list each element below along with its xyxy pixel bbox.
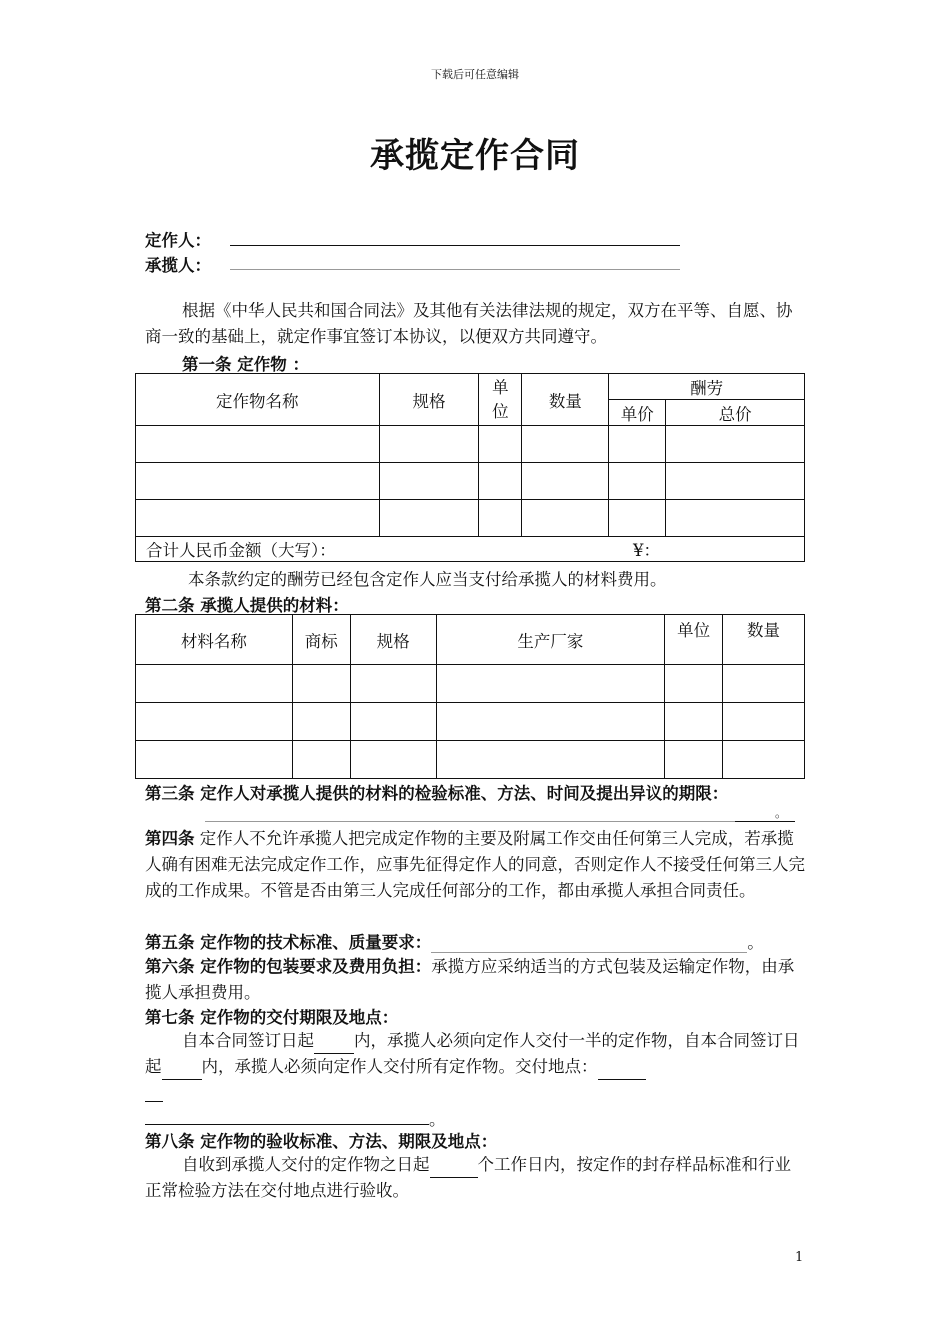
article1-heading: 第一条 定作物 ： — [182, 355, 309, 374]
table-cell[interactable] — [522, 500, 609, 537]
col-header-qty: 数量 — [723, 615, 805, 665]
contractor-label: 承揽人： — [145, 256, 211, 275]
table-cell[interactable] — [292, 665, 350, 703]
page-number: 1 — [795, 1250, 804, 1265]
table-cell[interactable] — [436, 741, 665, 779]
article1-table — [135, 373, 805, 562]
table-cell[interactable] — [350, 665, 436, 703]
col-header-unit: 单位 — [665, 615, 723, 665]
inspection-days-blank[interactable] — [430, 1159, 478, 1178]
header-note: 下载后可任意编辑 — [431, 68, 519, 81]
article6-heading: 第六条 定作物的包装要求及费用负担： — [145, 957, 432, 976]
first-delivery-period-blank[interactable] — [314, 1035, 354, 1054]
table-cell[interactable] — [609, 426, 666, 463]
page-title: 承揽定作合同 — [370, 136, 580, 176]
table-row — [136, 703, 805, 741]
article7-paragraph — [145, 1028, 805, 1080]
table-cell[interactable] — [436, 703, 665, 741]
table-cell[interactable] — [723, 665, 805, 703]
article6-text: 承揽方应采纳适当的方式包装及运输定作物，由承揽人承担费用。 — [145, 957, 795, 1002]
table-cell[interactable] — [136, 703, 293, 741]
article7-end: 。 — [429, 1110, 446, 1129]
col-header-unit-price: 单价 — [609, 400, 666, 426]
article8-paragraph — [145, 1152, 805, 1204]
table-cell[interactable] — [522, 426, 609, 463]
orderer-blank[interactable] — [230, 245, 680, 246]
article4-paragraph — [145, 826, 805, 904]
table-cell[interactable] — [666, 426, 805, 463]
table-cell[interactable] — [136, 463, 380, 500]
delivery-location-blank-2[interactable] — [145, 1124, 429, 1125]
table-cell[interactable] — [665, 703, 723, 741]
article3-heading: 第三条 定作人对承揽人提供的材料的检验标准、方法、时间及提出异议的期限： — [145, 784, 729, 803]
article7-heading: 第七条 定作物的交付期限及地点： — [145, 1008, 399, 1027]
article5-blank[interactable] — [431, 934, 747, 953]
delivery-location-blank[interactable] — [598, 1061, 646, 1080]
table-cell[interactable] — [436, 665, 665, 703]
col-header-name: 定作物名称 — [136, 374, 380, 426]
table-cell[interactable] — [379, 426, 479, 463]
final-delivery-period-blank[interactable] — [162, 1061, 202, 1080]
col-header-maker: 生产厂家 — [436, 615, 665, 665]
table-cell[interactable] — [723, 703, 805, 741]
table-cell[interactable] — [379, 500, 479, 537]
article3-end: 。 — [775, 806, 788, 820]
table-cell[interactable] — [609, 500, 666, 537]
table-cell[interactable] — [350, 741, 436, 779]
total-label: 合计人民币金额（大写）： — [146, 541, 336, 560]
table-cell[interactable] — [609, 463, 666, 500]
table-cell[interactable] — [292, 741, 350, 779]
table-cell[interactable] — [666, 500, 805, 537]
table-cell[interactable] — [350, 703, 436, 741]
col-header-total: 总价 — [666, 400, 805, 426]
article6-paragraph — [145, 954, 805, 1006]
article5-end: 。 — [747, 933, 764, 952]
contractor-blank[interactable] — [230, 269, 680, 270]
article4-heading: 第四条 — [145, 829, 195, 848]
table-cell[interactable] — [479, 500, 522, 537]
table-cell[interactable] — [522, 463, 609, 500]
article7-text-3: 内，承揽人必须向定作人交付所有定作物。交付地点： — [201, 1057, 598, 1076]
table-cell[interactable] — [723, 741, 805, 779]
article7-text-1: 自本合同签订日起 — [182, 1031, 314, 1050]
table-cell[interactable] — [292, 703, 350, 741]
table-cell[interactable] — [479, 463, 522, 500]
article3-blank[interactable] — [205, 821, 735, 822]
col-header-spec: 规格 — [379, 374, 479, 426]
delivery-location-blank-cont[interactable] — [145, 1101, 163, 1102]
table-row — [136, 741, 805, 779]
article8-text-1: 自收到承揽人交付的定作物之日起 — [182, 1155, 430, 1174]
col-header-unit: 单位 — [479, 374, 522, 426]
table-row — [136, 426, 805, 463]
article4-text: 定作人不允许承揽人把完成定作物的主要及附属工作交由任何第三人完成，若承揽人确有困难无法完成定作工作，应事先征得定作人的同意，否则定作人不接受任何第三人完成的工作成果。不管是否由第三人完成任何部分的工作，都由承揽人承担合同责任。 — [145, 829, 805, 900]
table-cell[interactable] — [479, 426, 522, 463]
intro-paragraph: 根据《中华人民共和国合同法》及其他有关法律法规的规定，双方在平等、自愿、协商一致的基础上，就定作事宜签订本协议，以便双方共同遵守。 — [145, 301, 793, 346]
total-row — [136, 537, 805, 562]
article7-text-2: 内，承揽人必须向定作人交付一半的定作物，自本合同签订日起 — [145, 1031, 800, 1076]
table-cell[interactable] — [666, 463, 805, 500]
table-cell[interactable] — [665, 665, 723, 703]
col-header-brand: 商标 — [292, 615, 350, 665]
article2-heading: 第二条 承揽人提供的材料： — [145, 596, 349, 615]
article1-note: 本条款约定的酬劳已经包含定作人应当支付给承揽人的材料费用。 — [188, 570, 667, 589]
article2-table — [135, 614, 805, 779]
article8-heading: 第八条 定作物的验收标准、方法、期限及地点： — [145, 1132, 498, 1151]
article8-text-2: 个工作日内，按定作的封存样品标准和行业正常检验方法在交付地点进行验收。 — [145, 1155, 791, 1200]
col-header-spec: 规格 — [350, 615, 436, 665]
table-cell[interactable] — [665, 741, 723, 779]
col-header-qty: 数量 — [522, 374, 609, 426]
table-row — [136, 500, 805, 537]
col-header-material: 材料名称 — [136, 615, 293, 665]
article3-blank-end[interactable] — [735, 821, 795, 822]
article5-line — [145, 929, 764, 953]
orderer-label: 定作人： — [145, 231, 211, 250]
col-header-pay: 酬劳 — [609, 374, 805, 400]
table-row — [136, 463, 805, 500]
table-row — [136, 665, 805, 703]
table-cell[interactable] — [379, 463, 479, 500]
article5-heading: 第五条 定作物的技术标准、质量要求： — [145, 933, 432, 952]
yen-label: ¥： — [633, 541, 660, 560]
table-cell[interactable] — [136, 665, 293, 703]
table-cell[interactable] — [136, 741, 293, 779]
table-cell[interactable] — [136, 426, 380, 463]
table-cell[interactable] — [136, 500, 380, 537]
